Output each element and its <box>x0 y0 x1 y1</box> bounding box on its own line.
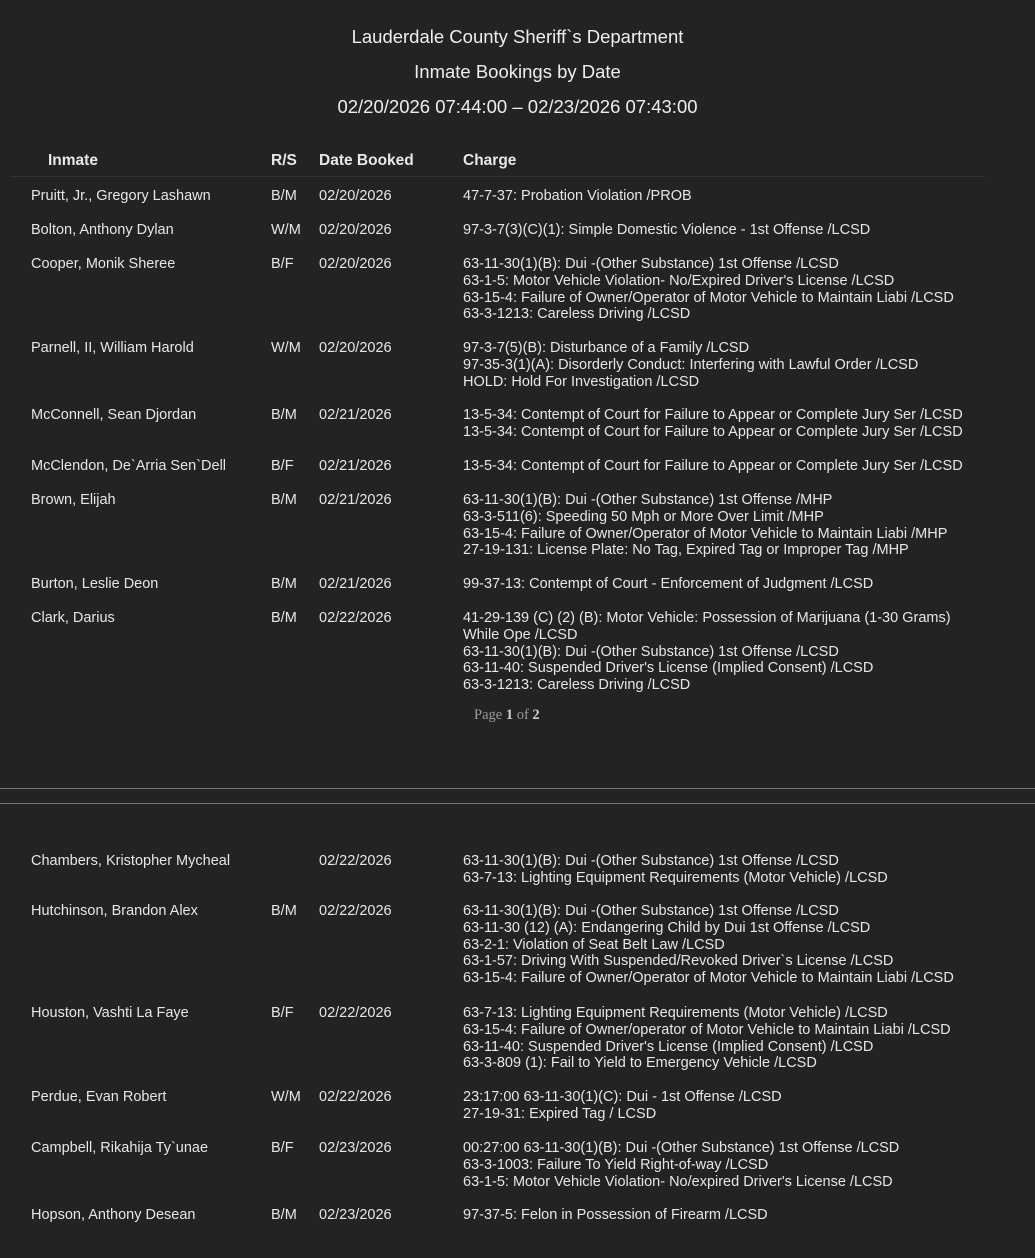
charge-line: 63-3-1003: Failure To Yield Right-of-way /LCSD <box>463 1156 769 1173</box>
report-title: Lauderdale County Sheriff`s Department <box>351 26 684 47</box>
charges-cell <box>463 1207 768 1224</box>
date-booked: 02/21/2026 <box>319 492 392 508</box>
charges-cell <box>463 256 954 323</box>
charge-line: 63-3-809 (1): Fail to Yield to Emergency Vehicle /LCSD <box>463 1055 817 1072</box>
charge-line: 63-3-511(6): Speeding 50 Mph or More Over Limit /MHP <box>463 508 824 525</box>
inmate-name: McClendon, De`Arria Sen`Dell <box>31 458 227 474</box>
date-booked: 02/23/2026 <box>319 1140 392 1156</box>
charges-cell <box>463 576 873 593</box>
date-booked: 02/22/2026 <box>319 853 392 869</box>
race-sex: W/M <box>271 1089 301 1105</box>
race-sex: B/F <box>271 458 294 474</box>
charges-cell <box>463 222 870 239</box>
page-label: Page <box>474 707 503 723</box>
charge-line: 63-11-30 (12) (A): Endangering Child by Dui 1st Offense /LCSD <box>463 919 871 936</box>
charges-cell <box>463 458 963 475</box>
charge-line: 63-7-13: Lighting Equipment Requirements (Motor Vehicle) /LCSD <box>463 869 888 886</box>
inmate-name: Hutchinson, Brandon Alex <box>31 903 198 919</box>
charge-line: 97-3-7(3)(C)(1): Simple Domestic Violence - 1st Offense /LCSD <box>463 222 871 238</box>
charges-cell <box>463 903 954 987</box>
charges-cell <box>463 1089 782 1123</box>
race-sex: B/M <box>271 188 297 204</box>
race-sex: W/M <box>271 340 301 356</box>
charge-line: 63-15-4: Failure of Owner/operator of Motor Vehicle to Maintain Liabi /LCSD <box>463 1021 951 1038</box>
date-booked: 02/20/2026 <box>319 340 392 356</box>
inmate-name: Burton, Leslie Deon <box>31 576 159 592</box>
charge-line: 63-11-30(1)(B): Dui -(Other Substance) 1st Offense /LCSD <box>463 256 839 272</box>
inmate-name: Brown, Elijah <box>31 492 116 508</box>
inmate-name: Parnell, II, William Harold <box>31 340 194 356</box>
charges-cell <box>463 1005 951 1072</box>
charge-line: 13-5-34: Contempt of Court for Failure to Appear or Complete Jury Ser /LCSD <box>463 423 963 440</box>
charge-line: 97-37-5: Felon in Possession of Firearm /LCSD <box>463 1207 768 1223</box>
inmate-name: Bolton, Anthony Dylan <box>31 222 174 238</box>
inmate-name: McConnell, Sean Djordan <box>31 407 197 423</box>
charge-line: 63-11-30(1)(B): Dui -(Other Substance) 1st Offense /LCSD <box>463 643 839 660</box>
charge-line: 63-11-30(1)(B): Dui -(Other Substance) 1st Offense /MHP <box>463 492 833 508</box>
charge-line: 27-19-31: Expired Tag / LCSD <box>463 1105 657 1122</box>
charge-line: HOLD: Hold For Investigation /LCSD <box>463 373 700 390</box>
charges-cell <box>463 188 692 205</box>
charge-line: 63-3-1213: Careless Driving /LCSD <box>463 306 691 323</box>
charge-line: 63-1-5: Motor Vehicle Violation- No/Expired Driver's License /LCSD <box>463 272 895 289</box>
date-booked: 02/22/2026 <box>319 1089 392 1105</box>
charge-line: 63-15-4: Failure of Owner/Operator of Motor Vehicle to Maintain Liabi /LCSD <box>463 970 954 987</box>
column-header-inmate: Inmate <box>48 152 98 169</box>
date-booked: 02/21/2026 <box>319 407 392 423</box>
charge-line: 13-5-34: Contempt of Court for Failure to Appear or Complete Jury Ser /LCSD <box>463 458 963 474</box>
charges-cell <box>463 407 963 441</box>
date-booked: 02/22/2026 <box>319 903 392 919</box>
column-header-date-booked: Date Booked <box>319 152 414 169</box>
race-sex: B/F <box>271 256 294 272</box>
date-booked: 02/20/2026 <box>319 256 392 272</box>
page-of: of <box>516 707 529 723</box>
charge-line: 13-5-34: Contempt of Court for Failure to Appear or Complete Jury Ser /LCSD <box>463 407 963 423</box>
date-booked: 02/21/2026 <box>319 458 392 474</box>
charge-line: 23:17:00 63-11-30(1)(C): Dui - 1st Offense /LCSD <box>463 1089 782 1105</box>
charge-line: 63-11-40: Suspended Driver's License (Implied Consent) /LCSD <box>463 1038 874 1055</box>
charge-line: 97-3-7(5)(B): Disturbance of a Family /LCSD <box>463 340 750 356</box>
charge-line: 63-11-30(1)(B): Dui -(Other Substance) 1st Offense /LCSD <box>463 853 839 869</box>
report-date-range: 02/20/2026 07:44:00 – 02/23/2026 07:43:00 <box>337 96 698 117</box>
report-subtitle: Inmate Bookings by Date <box>414 61 621 82</box>
charge-line: 63-15-4: Failure of Owner/Operator of Motor Vehicle to Maintain Liabi /LCSD <box>463 289 954 306</box>
charge-line: 63-15-4: Failure of Owner/Operator of Motor Vehicle to Maintain Liabi /MHP <box>463 525 948 542</box>
charges-cell <box>463 610 951 694</box>
charges-cell <box>463 340 918 390</box>
charges-cell <box>463 853 888 887</box>
inmate-name: Chambers, Kristopher Mycheal <box>31 853 231 869</box>
inmate-name: Hopson, Anthony Desean <box>31 1207 196 1223</box>
date-booked: 02/21/2026 <box>319 576 392 592</box>
race-sex: B/M <box>271 1207 297 1223</box>
race-sex: W/M <box>271 222 301 238</box>
charge-line: 00:27:00 63-11-30(1)(B): Dui -(Other Substance) 1st Offense /LCSD <box>463 1140 900 1156</box>
inmate-name: Cooper, Monik Sheree <box>31 256 176 272</box>
charges-cell <box>463 1140 899 1190</box>
charge-line: 41-29-139 (C) (2) (B): Motor Vehicle: Possession of Marijuana (1-30 Grams) <box>463 610 951 626</box>
inmate-name: Perdue, Evan Robert <box>31 1089 167 1105</box>
column-header-rs: R/S <box>271 152 297 169</box>
charge-line: 47-7-37: Probation Violation /PROB <box>463 188 692 204</box>
inmate-name: Houston, Vashti La Faye <box>31 1005 189 1021</box>
page-total: 2 <box>532 707 540 723</box>
race-sex: B/M <box>271 407 297 423</box>
charge-line: 63-1-57: Driving With Suspended/Revoked Driver`s License /LCSD <box>463 953 894 970</box>
charge-line: 99-37-13: Contempt of Court - Enforcement of Judgment /LCSD <box>463 576 874 592</box>
charge-line: 97-35-3(1)(A): Disorderly Conduct: Interfering with Lawful Order /LCSD <box>463 356 919 373</box>
page-break <box>0 788 1035 804</box>
column-header-charge: Charge <box>463 152 517 169</box>
charge-line: 63-11-40: Suspended Driver's License (Implied Consent) /LCSD <box>463 660 874 677</box>
charge-line: 63-11-30(1)(B): Dui -(Other Substance) 1st Offense /LCSD <box>463 903 839 919</box>
race-sex: B/M <box>271 610 297 626</box>
charge-line: 63-2-1: Violation of Seat Belt Law /LCSD <box>463 936 725 953</box>
date-booked: 02/23/2026 <box>319 1207 392 1223</box>
charge-line: 63-1-5: Motor Vehicle Violation- No/expired Driver's License /LCSD <box>463 1173 893 1190</box>
date-booked: 02/22/2026 <box>319 1005 392 1021</box>
charge-line: While Ope /LCSD <box>463 626 578 643</box>
inmate-name: Campbell, Rikahija Ty`unae <box>31 1140 209 1156</box>
race-sex: B/F <box>271 1140 294 1156</box>
charge-line: 63-3-1213: Careless Driving /LCSD <box>463 677 691 694</box>
page-current: 1 <box>505 707 514 723</box>
inmate-name: Clark, Darius <box>31 610 115 626</box>
date-booked: 02/20/2026 <box>319 222 392 238</box>
race-sex: B/M <box>271 903 297 919</box>
race-sex: B/M <box>271 576 297 592</box>
date-booked: 02/22/2026 <box>319 610 392 626</box>
page-indicator <box>474 707 540 724</box>
charge-line: 27-19-131: License Plate: No Tag, Expired Tag or Improper Tag /MHP <box>463 542 909 559</box>
charges-cell <box>463 492 947 559</box>
inmate-name: Pruitt, Jr., Gregory Lashawn <box>31 188 211 204</box>
race-sex: B/F <box>271 1005 294 1021</box>
charge-line: 63-7-13: Lighting Equipment Requirements (Motor Vehicle) /LCSD <box>463 1005 888 1021</box>
race-sex: B/M <box>271 492 297 508</box>
date-booked: 02/20/2026 <box>319 188 392 204</box>
header-divider <box>10 176 985 177</box>
